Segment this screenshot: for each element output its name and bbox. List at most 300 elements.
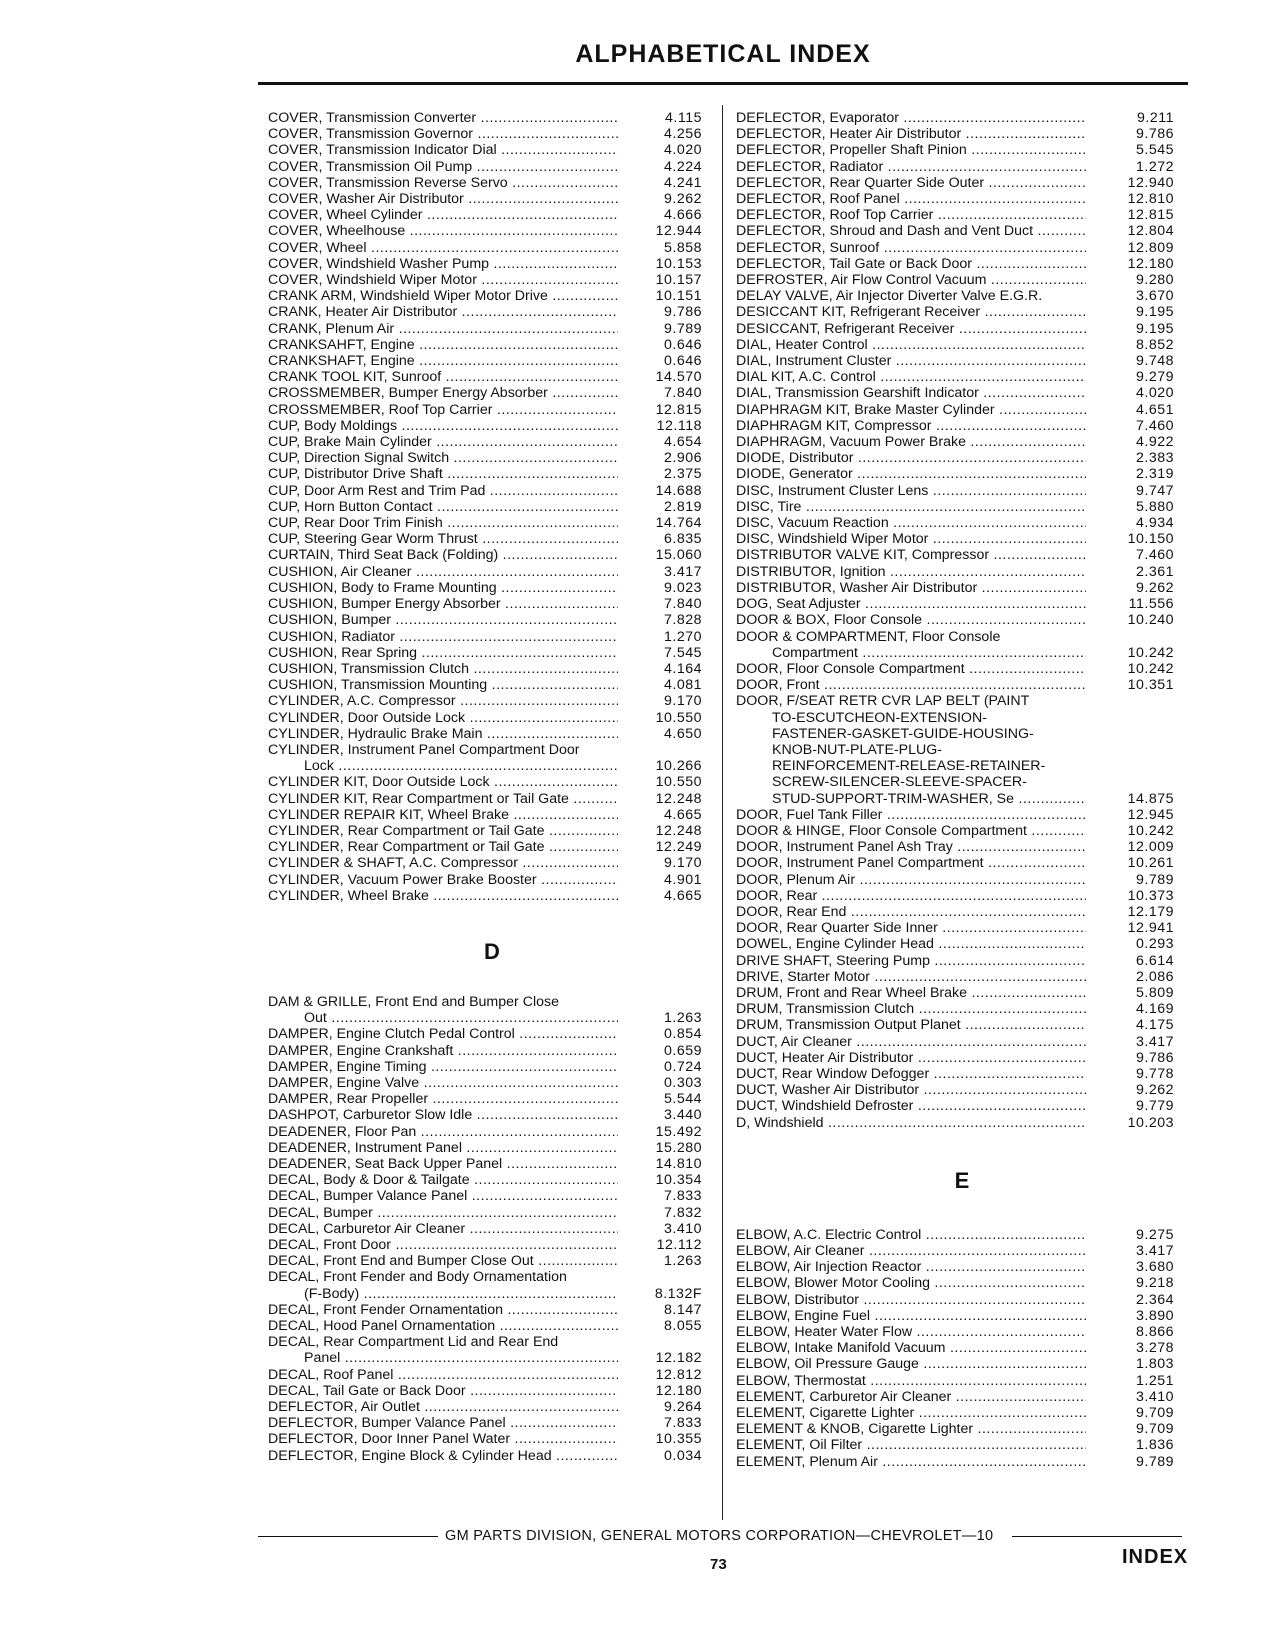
entry-label: DOOR, Plenum Air .....: [736, 872, 1086, 888]
entry-label: ELBOW, Engine Fuel .....: [736, 1308, 1086, 1324]
footer-text: GM PARTS DIVISION, GENERAL MOTORS CORPORATION—CHEVROLET—10: [445, 1528, 994, 1544]
entry-label: ELBOW, Blower Motor Cooling .....: [736, 1275, 1086, 1291]
entry-label: ELEMENT, Plenum Air .....: [736, 1454, 1086, 1470]
entry-page-ref: 12.941: [1127, 920, 1174, 937]
entry-label: CYLINDER, Door Outside Lock .....: [268, 710, 618, 726]
entry-label: CYLINDER, Wheel Brake .....: [268, 888, 618, 904]
index-entry: [268, 1302, 716, 1318]
index-entry: [736, 256, 1188, 272]
index-entry: [268, 1237, 716, 1253]
entry-label: DOOR, Instrument Panel Ash Tray .....: [736, 839, 1086, 855]
entry-page-ref: 10.203: [1127, 1114, 1174, 1131]
index-entry: [268, 191, 716, 207]
index-entry: [736, 1227, 1188, 1243]
entry-page-ref: 9.747: [1135, 482, 1174, 499]
index-entry: [736, 693, 1188, 709]
index-entry: [736, 1001, 1188, 1017]
entry-label: ELEMENT & KNOB, Cigarette Lighter .....: [736, 1421, 1086, 1437]
entry-label: ELBOW, Intake Manifold Vacuum .....: [736, 1340, 1086, 1356]
index-entry: [268, 1221, 716, 1237]
entry-page-ref: 10.157: [655, 272, 702, 289]
index-entry: [268, 839, 716, 855]
entry-label: DISC, Windshield Wiper Motor .....: [736, 531, 1086, 547]
entry-page-ref: 2.383: [1135, 450, 1174, 467]
entry-label: COVER, Transmission Reverse Servo .....: [268, 175, 618, 191]
entry-page-ref: 10.354: [655, 1172, 702, 1189]
entry-page-ref: 5.809: [1135, 984, 1174, 1001]
entry-page-ref: 9.709: [1135, 1421, 1174, 1438]
index-entry: [268, 1448, 716, 1464]
entry-label: CURTAIN, Third Seat Back (Folding) .....: [268, 547, 618, 563]
entry-label: DEFROSTER, Air Flow Control Vacuum .....: [736, 272, 1086, 288]
entry-label: CUSHION, Rear Spring .....: [268, 645, 618, 661]
entry-label: DOOR, Floor Console Compartment .....: [736, 661, 1086, 677]
entry-page-ref: 7.840: [663, 385, 702, 402]
entry-label: COVER, Wheel .....: [268, 240, 618, 256]
entry-label: ELBOW, Heater Water Flow .....: [736, 1324, 1086, 1340]
entry-label: ELBOW, Thermostat .....: [736, 1373, 1086, 1389]
entry-label: DEFLECTOR, Sunroof .....: [736, 240, 1086, 256]
entry-label: DOOR, Front .....: [736, 677, 1086, 693]
entry-page-ref: 6.835: [663, 531, 702, 548]
entry-page-ref: 4.901: [663, 871, 702, 888]
entry-label: DEADENER, Floor Pan .....: [268, 1124, 618, 1140]
entry-label: COVER, Washer Air Distributor .....: [268, 191, 618, 207]
index-entry: [736, 1373, 1188, 1389]
entry-page-ref: 12.812: [655, 1366, 702, 1383]
entry-label: DEFLECTOR, Door Inner Panel Water .....: [268, 1431, 618, 1447]
entry-page-ref: 7.832: [663, 1204, 702, 1221]
index-entry: [268, 547, 716, 563]
entry-label: DUCT, Washer Air Distributor .....: [736, 1082, 1086, 1098]
entry-page-ref: 12.804: [1127, 223, 1174, 240]
entry-page-ref: 9.262: [1135, 579, 1174, 596]
entry-page-ref: 4.934: [1135, 515, 1174, 532]
index-entry: [268, 159, 716, 175]
entry-label: DECAL, Front Fender and Body Ornamentation: [268, 1269, 567, 1286]
entry-page-ref: 2.319: [1135, 466, 1174, 483]
entry-label: CUSHION, Bumper .....: [268, 612, 618, 628]
entry-label: DEFLECTOR, Evaporator .....: [736, 110, 1086, 126]
index-entry: [268, 1269, 716, 1285]
entry-label: TO-ESCUTCHEON-EXTENSION-: [772, 709, 987, 726]
entry-page-ref: 4.175: [1135, 1017, 1174, 1034]
entry-label: DECAL, Carburetor Air Cleaner .....: [268, 1221, 618, 1237]
index-entry: [736, 677, 1188, 693]
entry-label: ELEMENT, Cigarette Lighter .....: [736, 1405, 1086, 1421]
index-entry: [736, 710, 1188, 726]
index-entry: [268, 1334, 716, 1350]
index-entry: [268, 1010, 716, 1026]
entry-label: DECAL, Hood Panel Ornamentation .....: [268, 1318, 618, 1334]
entry-label: DIAL, Instrument Cluster .....: [736, 353, 1086, 369]
index-entry: [268, 304, 716, 320]
index-entry: [736, 223, 1188, 239]
index-entry: [268, 888, 716, 904]
entry-page-ref: 10.373: [1127, 887, 1174, 904]
index-column-right: [736, 110, 1188, 1470]
entry-label: CRANK, Heater Air Distributor .....: [268, 304, 618, 320]
index-entry: [268, 758, 716, 774]
index-entry: [268, 434, 716, 450]
index-entry: [268, 1367, 716, 1383]
section-heading: E: [954, 1167, 970, 1193]
entry-label: DOOR, Instrument Panel Compartment .....: [736, 855, 1086, 871]
entry-page-ref: 9.280: [1135, 272, 1174, 289]
entry-label: DESICCANT KIT, Refrigerant Receiver .....: [736, 304, 1086, 320]
entry-label: DUCT, Heater Air Distributor .....: [736, 1050, 1086, 1066]
entry-page-ref: 9.789: [1135, 871, 1174, 888]
index-entry: [268, 1205, 716, 1221]
entry-label: CROSSMEMBER, Roof Top Carrier .....: [268, 402, 618, 418]
entry-page-ref: 4.666: [663, 207, 702, 224]
index-entry: [268, 1140, 716, 1156]
entry-label: CYLINDER & SHAFT, A.C. Compressor .....: [268, 855, 618, 871]
index-entry: [736, 807, 1188, 823]
entry-page-ref: 1.263: [663, 1253, 702, 1270]
entry-page-ref: 9.195: [1135, 304, 1174, 321]
index-entry: [736, 466, 1188, 482]
entry-page-ref: 8.852: [1135, 336, 1174, 353]
entry-page-ref: 12.118: [656, 417, 702, 434]
index-entry: [736, 207, 1188, 223]
entry-label: COVER, Windshield Wiper Motor .....: [268, 272, 618, 288]
index-entry: [736, 904, 1188, 920]
entry-label: CYLINDER KIT, Rear Compartment or Tail Gate .....: [268, 791, 618, 807]
index-entry: [736, 936, 1188, 952]
index-entry: [268, 872, 716, 888]
entry-label: CYLINDER KIT, Door Outside Lock .....: [268, 774, 618, 790]
entry-label: COVER, Transmission Governor .....: [268, 126, 618, 142]
entry-page-ref: 12.249: [655, 839, 702, 856]
entry-page-ref: 1.836: [1135, 1437, 1174, 1454]
index-entry: [268, 596, 716, 612]
entry-label: CUP, Steering Gear Worm Thrust .....: [268, 531, 618, 547]
entry-label: DEFLECTOR, Roof Top Carrier .....: [736, 207, 1086, 223]
entry-label: DEFLECTOR, Bumper Valance Panel .....: [268, 1415, 618, 1431]
entry-page-ref: 7.833: [663, 1415, 702, 1432]
entry-page-ref: 4.081: [663, 677, 702, 694]
index-entry: [268, 1075, 716, 1091]
index-entry: [736, 515, 1188, 531]
entry-label: CYLINDER REPAIR KIT, Wheel Brake .....: [268, 807, 618, 823]
entry-page-ref: 2.361: [1135, 563, 1174, 580]
entry-label: DRIVE, Starter Motor .....: [736, 969, 1086, 985]
entry-label: CUSHION, Transmission Clutch .....: [268, 661, 618, 677]
entry-page-ref: 9.275: [1135, 1226, 1174, 1243]
index-entry: [736, 1389, 1188, 1405]
entry-page-ref: 3.890: [1135, 1307, 1174, 1324]
index-entry: [268, 580, 716, 596]
entry-page-ref: 9.709: [1135, 1405, 1174, 1422]
entry-page-ref: 0.293: [1135, 936, 1174, 953]
entry-page-ref: 12.182: [655, 1350, 702, 1367]
index-entry: [736, 1259, 1188, 1275]
index-entry: [736, 126, 1188, 142]
entry-page-ref: 10.150: [1127, 531, 1174, 548]
entry-page-ref: 2.364: [1135, 1291, 1174, 1308]
entry-page-ref: 5.544: [663, 1091, 702, 1108]
index-entry: [736, 402, 1188, 418]
index-entry: [736, 353, 1188, 369]
entry-page-ref: 4.665: [663, 887, 702, 904]
entry-label: ELEMENT, Carburetor Air Cleaner .....: [736, 1389, 1086, 1405]
entry-label: DOOR, F/SEAT RETR CVR LAP BELT (PAINT: [736, 693, 1030, 710]
entry-label: CRANK, Plenum Air .....: [268, 321, 618, 337]
entry-label: DECAL, Body & Door & Tailgate .....: [268, 1172, 618, 1188]
index-column-left: [268, 110, 716, 1464]
index-entry: [736, 969, 1188, 985]
index-entry: [268, 1253, 716, 1269]
entry-label: CUP, Body Moldings .....: [268, 418, 618, 434]
entry-page-ref: 10.240: [1127, 612, 1174, 629]
footer-rule-right: [1012, 1536, 1182, 1537]
entry-label: COVER, Windshield Washer Pump .....: [268, 256, 618, 272]
entry-label: CRANKSHAFT, Engine .....: [268, 353, 618, 369]
entry-page-ref: 12.815: [1127, 207, 1174, 224]
index-entry: [268, 288, 716, 304]
entry-label: CRANK ARM, Windshield Wiper Motor Drive .....: [268, 288, 618, 304]
entry-page-ref: 7.460: [1135, 417, 1174, 434]
entry-label: DEFLECTOR, Air Outlet .....: [268, 1399, 618, 1415]
entry-page-ref: 15.280: [655, 1139, 702, 1156]
entry-page-ref: 9.195: [1135, 320, 1174, 337]
entry-label: DEFLECTOR, Rear Quarter Side Outer .....: [736, 175, 1086, 191]
index-entry: [736, 547, 1188, 563]
index-entry: [736, 110, 1188, 126]
index-entry: [268, 1124, 716, 1140]
index-entry: [736, 726, 1188, 742]
entry-label: ELBOW, Oil Pressure Gauge .....: [736, 1356, 1086, 1372]
entry-page-ref: 0.724: [663, 1058, 702, 1075]
entry-page-ref: 12.809: [1127, 239, 1174, 256]
footer-rule-left: [258, 1536, 438, 1537]
entry-label: DECAL, Front Fender Ornamentation .....: [268, 1302, 618, 1318]
entry-page-ref: 0.034: [663, 1447, 702, 1464]
entry-page-ref: 3.278: [1135, 1340, 1174, 1357]
index-entry: [736, 1098, 1188, 1114]
entry-page-ref: 12.944: [655, 223, 702, 240]
index-entry: [268, 1350, 716, 1366]
entry-label: DECAL, Rear Compartment Lid and Rear End: [268, 1334, 559, 1351]
index-entry: [268, 223, 716, 239]
index-entry: [268, 1188, 716, 1204]
index-entry: [736, 1421, 1188, 1437]
entry-page-ref: 14.810: [655, 1155, 702, 1172]
entry-label: DIAL, Transmission Gearshift Indicator .....: [736, 385, 1086, 401]
entry-page-ref: 9.778: [1135, 1065, 1174, 1082]
entry-label: DIAPHRAGM KIT, Brake Master Cylinder .....: [736, 402, 1086, 418]
entry-label: DISTRIBUTOR, Washer Air Distributor .....: [736, 580, 1086, 596]
index-entry: [268, 1172, 716, 1188]
entry-label: DOOR & BOX, Floor Console .....: [736, 612, 1086, 628]
entry-page-ref: 12.179: [1127, 903, 1174, 920]
entry-page-ref: 1.251: [1135, 1372, 1174, 1389]
entry-page-ref: 4.256: [663, 126, 702, 143]
entry-page-ref: 9.279: [1135, 369, 1174, 386]
page-number: 73: [710, 1556, 727, 1573]
index-entry: [736, 1243, 1188, 1259]
index-entry: [268, 353, 716, 369]
index-entry: [268, 564, 716, 580]
entry-label: DIAPHRAGM, Vacuum Power Brake .....: [736, 434, 1086, 450]
entry-page-ref: 10.355: [655, 1431, 702, 1448]
index-entry: [268, 823, 716, 839]
entry-page-ref: 4.922: [1135, 434, 1174, 451]
index-entry: [736, 272, 1188, 288]
entry-label: DECAL, Tail Gate or Back Door .....: [268, 1383, 618, 1399]
index-entry: [268, 207, 716, 223]
index-entry: [736, 661, 1188, 677]
index-entry: [268, 256, 716, 272]
entry-page-ref: 4.654: [663, 434, 702, 451]
entry-label: DELAY VALVE, Air Injector Diverter Valve E.G.R.: [736, 288, 1043, 305]
entry-page-ref: 10.550: [655, 709, 702, 726]
entry-label: COVER, Transmission Converter .....: [268, 110, 618, 126]
entry-page-ref: 14.875: [1127, 790, 1174, 807]
index-entry: [268, 612, 716, 628]
entry-label: DOOR, Rear .....: [736, 888, 1086, 904]
entry-page-ref: 10.351: [1127, 677, 1174, 694]
entry-page-ref: 9.262: [663, 191, 702, 208]
entry-label: STUD-SUPPORT-TRIM-WASHER, Se .....: [736, 791, 1086, 807]
entry-page-ref: 2.086: [1135, 968, 1174, 985]
entry-label: DOOR, Rear Quarter Side Inner .....: [736, 920, 1086, 936]
entry-page-ref: 10.242: [1127, 644, 1174, 661]
entry-page-ref: 3.410: [663, 1220, 702, 1237]
entry-page-ref: 9.748: [1135, 353, 1174, 370]
index-entry: [736, 1356, 1188, 1372]
entry-label: CUP, Direction Signal Switch .....: [268, 450, 618, 466]
entry-label: DRUM, Front and Rear Wheel Brake .....: [736, 985, 1086, 1001]
index-entry: [736, 321, 1188, 337]
entry-label: DOOR & HINGE, Floor Console Compartment .....: [736, 823, 1086, 839]
entry-page-ref: 9.023: [663, 579, 702, 596]
entry-label: DEFLECTOR, Heater Air Distributor .....: [736, 126, 1086, 142]
entry-label: Out .....: [268, 1010, 618, 1026]
index-entry: [736, 580, 1188, 596]
entry-label: DUCT, Air Cleaner .....: [736, 1034, 1086, 1050]
index-entry: [736, 564, 1188, 580]
entry-page-ref: 9.170: [663, 855, 702, 872]
entry-page-ref: 10.550: [655, 774, 702, 791]
entry-label: CYLINDER, Rear Compartment or Tail Gate .....: [268, 839, 618, 855]
index-entry: [736, 872, 1188, 888]
entry-label: DECAL, Bumper .....: [268, 1205, 618, 1221]
index-entry: [268, 629, 716, 645]
entry-page-ref: 1.272: [1135, 158, 1174, 175]
entry-page-ref: 3.417: [1135, 1243, 1174, 1259]
entry-label: DISC, Tire .....: [736, 499, 1086, 515]
entry-page-ref: 10.153: [655, 255, 702, 272]
entry-label: DEFLECTOR, Radiator .....: [736, 159, 1086, 175]
entry-label: CYLINDER, A.C. Compressor .....: [268, 693, 618, 709]
entry-label: COVER, Transmission Indicator Dial .....: [268, 142, 618, 158]
entry-label: DECAL, Bumper Valance Panel .....: [268, 1188, 618, 1204]
entry-page-ref: 9.218: [1135, 1275, 1174, 1292]
index-entry: [268, 369, 716, 385]
index-entry: [268, 791, 716, 807]
entry-label: CUSHION, Transmission Mounting .....: [268, 677, 618, 693]
entry-page-ref: 9.779: [1135, 1098, 1174, 1115]
entry-label: DOOR, Fuel Tank Filler .....: [736, 807, 1086, 823]
column-divider: [722, 105, 723, 1520]
entry-label: DASHPOT, Carburetor Slow Idle .....: [268, 1107, 618, 1123]
index-entry: [268, 466, 716, 482]
entry-label: ELBOW, Air Cleaner .....: [736, 1243, 1086, 1259]
entry-label: SCREW-SILENCER-SLEEVE-SPACER-: [772, 774, 1027, 791]
entry-label: CUP, Horn Button Contact .....: [268, 499, 618, 515]
entry-label: CUP, Door Arm Rest and Trim Pad .....: [268, 483, 618, 499]
entry-page-ref: 10.261: [1127, 855, 1174, 872]
entry-page-ref: 4.651: [1135, 401, 1174, 418]
index-entry: [736, 855, 1188, 871]
entry-page-ref: 7.840: [663, 596, 702, 613]
entry-page-ref: 3.670: [1135, 288, 1174, 305]
entry-label: DISC, Vacuum Reaction .....: [736, 515, 1086, 531]
entry-label: CUSHION, Radiator .....: [268, 629, 618, 645]
index-entry: [268, 677, 716, 693]
index-entry: [736, 953, 1188, 969]
entry-label: COVER, Wheelhouse .....: [268, 223, 618, 239]
index-entry: [736, 175, 1188, 191]
index-entry: [268, 1091, 716, 1107]
entry-label: CUP, Distributor Drive Shaft .....: [268, 466, 618, 482]
index-entry: [736, 1292, 1188, 1308]
entry-label: Compartment .....: [736, 645, 1086, 661]
entry-label: DIODE, Generator .....: [736, 466, 1086, 482]
entry-label: DAM & GRILLE, Front End and Bumper Close: [268, 993, 559, 1010]
index-entry: [736, 385, 1188, 401]
entry-page-ref: 1.263: [663, 1010, 702, 1027]
entry-label: DOOR & COMPARTMENT, Floor Console: [736, 628, 1001, 645]
index-entry: [268, 645, 716, 661]
entry-label: DEFLECTOR, Shroud and Dash and Vent Duct .....: [736, 223, 1086, 239]
entry-page-ref: 3.417: [663, 563, 702, 580]
index-entry: [268, 774, 716, 790]
entry-label: CUSHION, Body to Frame Mounting .....: [268, 580, 618, 596]
entry-page-ref: 14.570: [655, 369, 702, 386]
entry-label: D, Windshield .....: [736, 1115, 1086, 1131]
entry-page-ref: 9.789: [1135, 1453, 1174, 1470]
entry-page-ref: 12.112: [656, 1237, 702, 1253]
entry-label: Panel .....: [268, 1350, 618, 1366]
entry-page-ref: 7.833: [663, 1188, 702, 1205]
index-entry: [268, 1431, 716, 1447]
page-title: ALPHABETICAL INDEX: [575, 40, 871, 68]
entry-page-ref: 4.224: [663, 158, 702, 175]
index-entry: [736, 1034, 1188, 1050]
index-entry: [736, 774, 1188, 790]
entry-page-ref: 4.665: [663, 806, 702, 823]
entry-label: FASTENER-GASKET-GUIDE-HOUSING-: [772, 725, 1034, 742]
entry-label: CROSSMEMBER, Bumper Energy Absorber .....: [268, 385, 618, 401]
entry-page-ref: 7.828: [663, 612, 702, 629]
entry-label: ELEMENT, Oil Filter .....: [736, 1437, 1086, 1453]
entry-label: DIAPHRAGM KIT, Compressor .....: [736, 418, 1086, 434]
entry-page-ref: 7.545: [663, 644, 702, 661]
index-entry: [268, 142, 716, 158]
index-entry: [736, 1082, 1188, 1098]
index-entry: [736, 1050, 1188, 1066]
entry-label: DAMPER, Engine Crankshaft .....: [268, 1043, 618, 1059]
index-entry: [268, 726, 716, 742]
entry-page-ref: 1.803: [1135, 1356, 1174, 1373]
entry-page-ref: 9.170: [663, 693, 702, 710]
index-entry: [736, 499, 1188, 515]
entry-page-ref: 5.880: [1135, 498, 1174, 515]
entry-page-ref: 9.211: [1137, 110, 1174, 126]
